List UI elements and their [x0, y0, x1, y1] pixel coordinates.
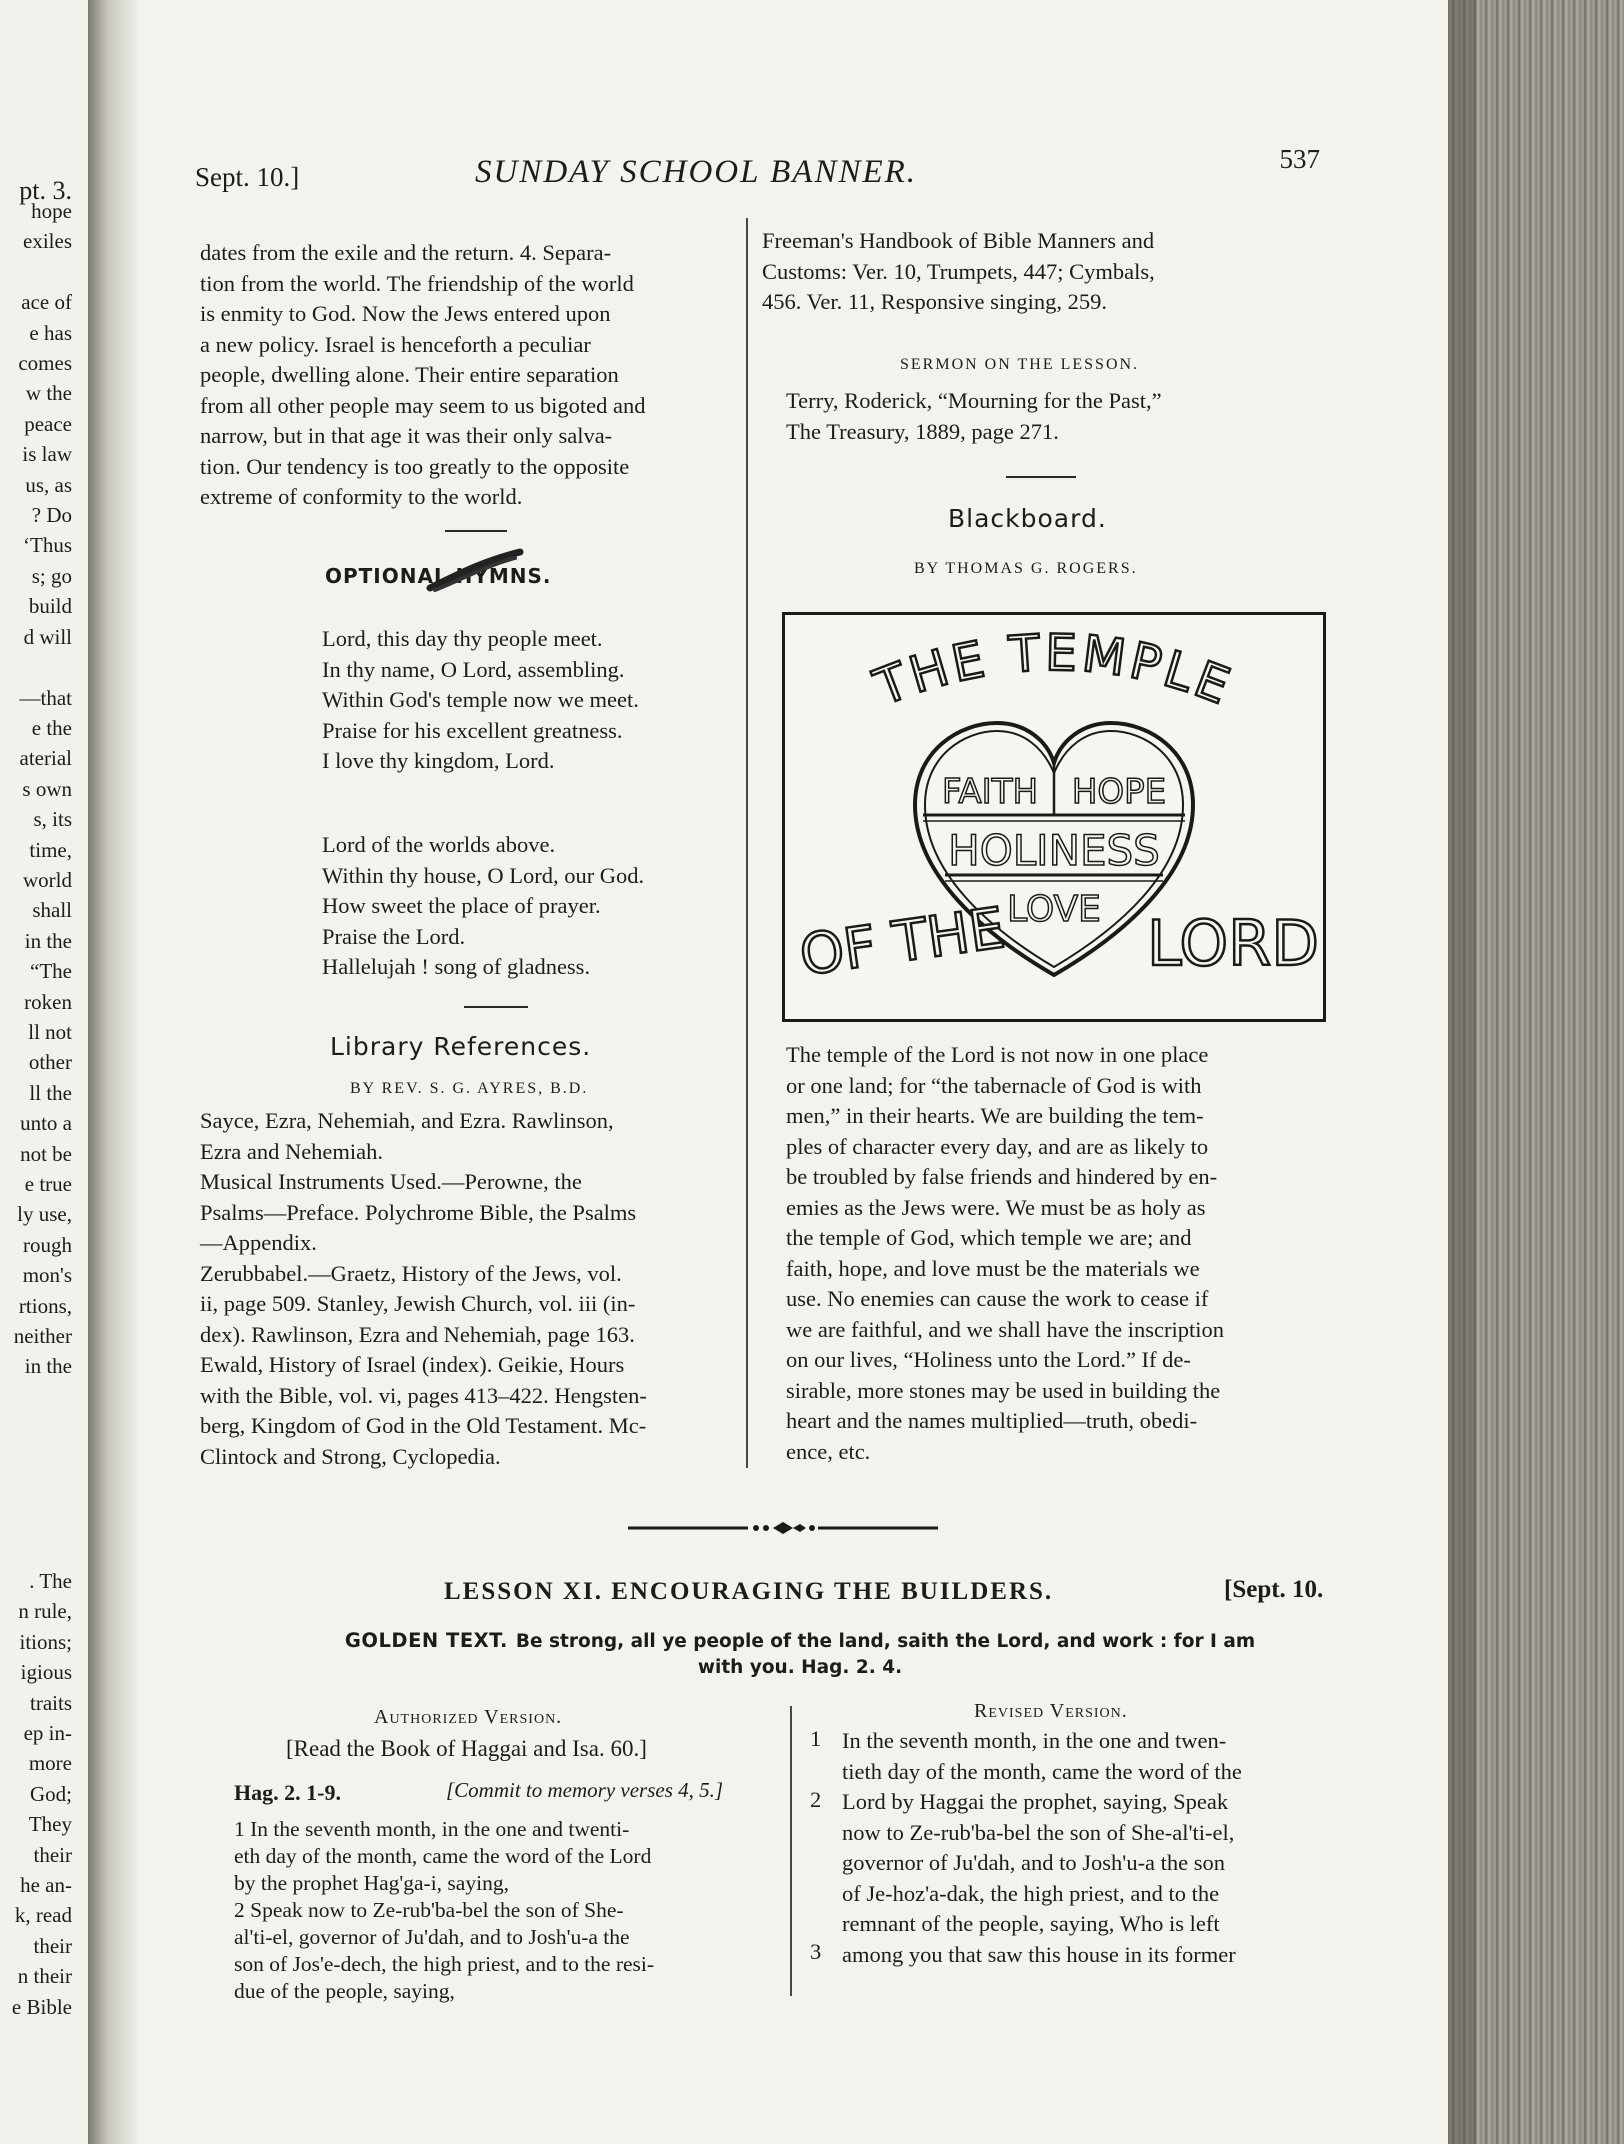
authorized-version-heading: Authorized Version.	[374, 1706, 563, 1728]
revised-version-heading: Revised Version.	[974, 1700, 1128, 1722]
facing-page-fragment	[0, 0, 89, 2144]
text-line: sirable, more stones may be used in building the	[786, 1377, 1221, 1403]
facing-page-line: unto a	[20, 1111, 72, 1136]
facing-page-line: roken	[24, 989, 72, 1014]
text-line: we are faithful, and we shall have the inscription	[786, 1316, 1224, 1342]
facing-page-line: peace	[24, 411, 72, 436]
hymns-group-2	[322, 830, 644, 983]
hymn-line: Lord of the worlds above.	[322, 832, 556, 857]
hymn-line: Hallelujah ! song of gladness.	[322, 954, 591, 979]
text-line: emies as the Jews were. We must be as holy as	[786, 1194, 1206, 1220]
library-references-list	[200, 1106, 745, 1472]
publication-title: SUNDAY SCHOOL BANNER.	[475, 154, 918, 190]
facing-page-line: s, its	[33, 807, 72, 832]
text-line: be troubled by false friends and hindered by en-	[786, 1164, 1218, 1189]
facing-page-line: d will	[23, 624, 72, 649]
library-byline: BY REV. S. G. AYRES, B.D.	[350, 1080, 589, 1097]
facing-page-line: build	[28, 594, 72, 619]
reference-line: Zerubbabel.—Graetz, History of the Jews, vol.	[200, 1260, 622, 1286]
verse-line: In the seventh month, in the one and twen-	[842, 1728, 1227, 1753]
facing-page-line: God;	[30, 1781, 72, 1806]
facing-page-line: ? Do	[31, 503, 72, 528]
facing-page-line: . The	[29, 1569, 72, 1593]
reference-line: The Treasury, 1889, page 271.	[786, 418, 1059, 444]
facing-page-line: their	[33, 1933, 72, 1958]
text-line: a new policy. Israel is henceforth a peculiar	[200, 331, 591, 357]
facing-page-line: in the	[24, 1354, 72, 1379]
facing-page-line: e true	[24, 1172, 72, 1196]
facing-page-line: rough	[23, 1232, 72, 1257]
facing-page-text-bottom	[12, 1566, 72, 2022]
hymn-line: In thy name, O Lord, assembling.	[322, 656, 625, 682]
text-line: people, dwelling alone. Their entire separation	[200, 362, 619, 387]
facing-page-line: e Bible	[11, 1994, 72, 2019]
running-head	[195, 144, 1320, 194]
optional-hymns-heading: OPTIONAL HYMNS.	[325, 564, 552, 588]
verse-line: governor of Ju'dah, and to Josh'u-a the son	[842, 1850, 1226, 1875]
verse-line: of Je-hoz'a-dak, the high priest, and to the	[842, 1880, 1220, 1906]
pen-scratch-mark	[425, 548, 525, 594]
facing-page-line: e has	[29, 320, 72, 345]
reference-line: Customs: Ver. 10, Trumpets, 447; Cymbals,	[762, 258, 1155, 284]
text-line: tion from the world. The friendship of the world	[200, 270, 634, 296]
ornamental-divider	[628, 1516, 938, 1540]
memory-verses-note: [Commit to memory verses 4, 5.]	[446, 1778, 724, 1802]
facing-page-line: ll the	[29, 1080, 72, 1105]
text-line: men,” in their hearts. We are building the tem-	[786, 1103, 1204, 1128]
verse-number: 1	[810, 1726, 822, 1751]
column-rule	[790, 1706, 792, 1996]
facing-page-line: “The	[30, 959, 72, 984]
scripture-reference: Hag. 2. 1-9.	[234, 1780, 341, 1805]
reference-line: with the Bible, vol. vi, pages 413–422. Hengsten-	[200, 1382, 647, 1408]
golden-text-body-2: with you. Hag. 2. 4.	[697, 1657, 903, 1678]
text-line: ples of character every day, and are as likely to	[786, 1133, 1209, 1159]
facing-page-line	[14, 257, 72, 287]
reference-line: Ewald, History of Israel (index). Geikie, Hours	[200, 1352, 625, 1377]
facing-page-line: itions;	[19, 1629, 72, 1654]
verse-line: among you that saw this house in its former	[842, 1941, 1236, 1967]
reading-note: [Read the Book of Haggai and Isa. 60.]	[286, 1736, 647, 1761]
text-line: or one land; for “the tabernacle of God is with	[786, 1072, 1202, 1098]
header-date: Sept. 10.]	[195, 162, 300, 192]
facing-page-line: k, read	[14, 1903, 72, 1928]
text-line: use. No enemies can cause the work to cease if	[786, 1286, 1209, 1311]
hymn-line: Praise the Lord.	[322, 923, 466, 949]
blackboard-byline: BY THOMAS G. ROGERS.	[914, 560, 1138, 577]
divider	[464, 1006, 528, 1008]
verse-line: remnant of the people, saying, Who is left	[842, 1911, 1220, 1936]
facing-page-line: s; go	[31, 563, 72, 588]
text-line: is enmity to God. Now the Jews entered upon	[200, 301, 611, 326]
text-line: the temple of God, which temple we are; and	[786, 1225, 1192, 1250]
reference-line: dex). Rawlinson, Ezra and Nehemiah, page 163.	[200, 1321, 635, 1347]
hymn-line: Within thy house, O Lord, our God.	[322, 862, 645, 888]
facing-page-line: hope	[31, 199, 72, 223]
blackboard-left-text: OF THE	[795, 895, 1009, 989]
book-spine	[88, 0, 138, 2144]
facing-page-line: They	[28, 1812, 72, 1837]
reference-line: Freeman's Handbook of Bible Manners and	[762, 228, 1155, 253]
reference-line: Psalms—Preface. Polychrome Bible, the Psalms	[200, 1199, 637, 1225]
divider	[1006, 476, 1076, 478]
facing-page-line: us, as	[25, 472, 72, 497]
reference-line: Sayce, Ezra, Nehemiah, and Ezra. Rawlinson,	[200, 1108, 614, 1133]
facing-page-line: ep in-	[23, 1721, 72, 1746]
facing-page-line: ll not	[28, 1019, 72, 1044]
facing-page-line: ‘Thus	[23, 533, 72, 558]
verse-line: now to Ze-rub'ba-bel the son of She-al'ti-el,	[842, 1819, 1235, 1845]
heart-word-holiness: HOLINESS	[948, 826, 1160, 875]
revised-version-text	[842, 1726, 1352, 1970]
facing-page-line: ly use,	[17, 1202, 72, 1227]
lesson-date: [Sept. 10.	[1224, 1576, 1324, 1603]
facing-page-line: aterial	[19, 746, 72, 771]
reference-line: 456. Ver. 11, Responsive singing, 259.	[762, 289, 1108, 314]
text-line: heart and the names multiplied—truth, obedi-	[786, 1408, 1198, 1433]
verse-line: Lord by Haggai the prophet, saying, Speak	[842, 1789, 1229, 1814]
verse-line: al'ti-el, governor of Ju'dah, and to Josh'u-a the	[234, 1925, 630, 1949]
lesson-title: LESSON XI. ENCOURAGING THE BUILDERS.	[444, 1578, 1054, 1605]
facing-page-line: shall	[32, 898, 72, 923]
facing-page-line: more	[28, 1751, 72, 1776]
facing-page-line: mon's	[22, 1263, 72, 1288]
facing-page-line: s own	[22, 776, 72, 801]
page-edges	[1448, 0, 1624, 2144]
facing-page-line	[14, 652, 72, 682]
library-references-heading: Library References.	[330, 1032, 592, 1061]
hymn-line: Within God's temple now we meet.	[322, 687, 639, 712]
verse-line: by the prophet Hag'ga-i, saying,	[234, 1871, 509, 1895]
facing-page-line: n rule,	[18, 1599, 72, 1624]
golden-text-body: Be strong, all ye people of the land, saith the Lord, and work : for I am	[515, 1631, 1256, 1652]
authorized-version-text	[234, 1816, 782, 2005]
blackboard-illustration	[782, 612, 1326, 1022]
verse-line: eth day of the month, came the word of the Lord	[234, 1844, 652, 1868]
text-line: narrow, but in that age it was their only salva-	[200, 423, 613, 448]
reference-line: —Appendix.	[200, 1230, 317, 1255]
text-line: dates from the exile and the return. 4. Separa-	[200, 240, 612, 265]
facing-page-line: n their	[17, 1964, 72, 1989]
facing-page-line: not be	[20, 1141, 72, 1166]
facing-page-line: ace of	[21, 290, 72, 315]
reference-line: Musical Instruments Used.—Perowne, the	[200, 1169, 582, 1194]
text-line: on our lives, “Holiness unto the Lord.” If de-	[786, 1347, 1191, 1372]
reference-line: Terry, Roderick, “Mourning for the Past,”	[786, 388, 1162, 413]
verse-line: 1 In the seventh month, in the one and twenti-	[234, 1817, 630, 1841]
heart-word-love: LOVE	[1007, 889, 1101, 930]
facing-page-line: traits	[30, 1690, 72, 1715]
text-line: ence, etc.	[786, 1438, 871, 1464]
hymn-line: I love thy kingdom, Lord.	[322, 748, 555, 773]
intro-paragraph	[200, 238, 745, 513]
facing-page-line: rtions,	[18, 1293, 72, 1318]
heart-word-faith: FAITH	[941, 772, 1039, 812]
verse-line: son of Jos'e-dech, the high priest, and to the resi-	[234, 1952, 655, 1976]
golden-text-label: GOLDEN TEXT.	[344, 1629, 508, 1652]
text-line: tion. Our tendency is too greatly to the opposite	[200, 453, 630, 479]
blackboard-heading: Blackboard.	[948, 504, 1107, 533]
blackboard-top-text: THE TEMPLE	[867, 623, 1241, 717]
text-line: faith, hope, and love must be the materials we	[786, 1255, 1200, 1281]
reference-line: berg, Kingdom of God in the Old Testament. Mc-	[200, 1413, 647, 1438]
text-line: The temple of the Lord is not now in one place	[786, 1042, 1209, 1067]
hymn-line: Praise for his excellent greatness.	[322, 717, 623, 743]
blackboard-right-text: LORD	[1147, 907, 1319, 980]
facing-page-line: —that	[19, 685, 72, 710]
facing-page-line: other	[28, 1050, 72, 1075]
facing-page-line: their	[33, 1842, 72, 1867]
text-line: from all other people may seem to us bigoted and	[200, 392, 646, 418]
facing-page-line: neither	[13, 1324, 72, 1349]
facing-page-text-top	[14, 196, 72, 1382]
column-rule	[746, 218, 748, 1468]
hymn-line: How sweet the place of prayer.	[322, 893, 601, 918]
blackboard-explanation	[786, 1040, 1320, 1467]
sermon-reference	[786, 386, 1320, 447]
facing-page-line: time,	[29, 837, 72, 862]
divider	[445, 530, 507, 532]
verse-number: 3	[810, 1939, 822, 1964]
hymn-line: Lord, this day thy people meet.	[322, 626, 603, 651]
facing-page-line: world	[23, 867, 72, 892]
facing-page-line: exiles	[23, 229, 72, 254]
verse-line: tieth day of the month, came the word of the	[842, 1758, 1242, 1784]
sermon-heading: SERMON ON THE LESSON.	[900, 356, 1140, 373]
facing-page-line: he an-	[20, 1873, 72, 1898]
facing-page-line: igious	[20, 1660, 72, 1685]
verse-line: due of the people, saying,	[234, 1979, 455, 2003]
verse-number: 2	[810, 1787, 822, 1812]
facing-page-line: comes	[18, 351, 72, 376]
text-line: extreme of conformity to the world.	[200, 484, 523, 509]
hymns-group-1	[322, 624, 639, 777]
facing-page-line: in the	[24, 928, 72, 953]
reference-line: Clintock and Strong, Cyclopedia.	[200, 1443, 501, 1469]
freeman-handbook-reference	[762, 226, 1320, 318]
facing-page-line: e the	[31, 715, 72, 740]
heart-word-hope: HOPE	[1071, 772, 1167, 812]
golden-text	[300, 1628, 1300, 1681]
facing-page-header: pt. 3.	[19, 176, 72, 205]
reference-line: Ezra and Nehemiah.	[200, 1138, 384, 1164]
facing-page-line: w the	[25, 381, 72, 406]
facing-page-line: is law	[22, 442, 72, 467]
page-number: 537	[1279, 144, 1320, 174]
reference-line: ii, page 509. Stanley, Jewish Church, vol. iii (in-	[200, 1291, 636, 1316]
verse-line: 2 Speak now to Ze-rub'ba-bel the son of She-	[234, 1898, 624, 1922]
